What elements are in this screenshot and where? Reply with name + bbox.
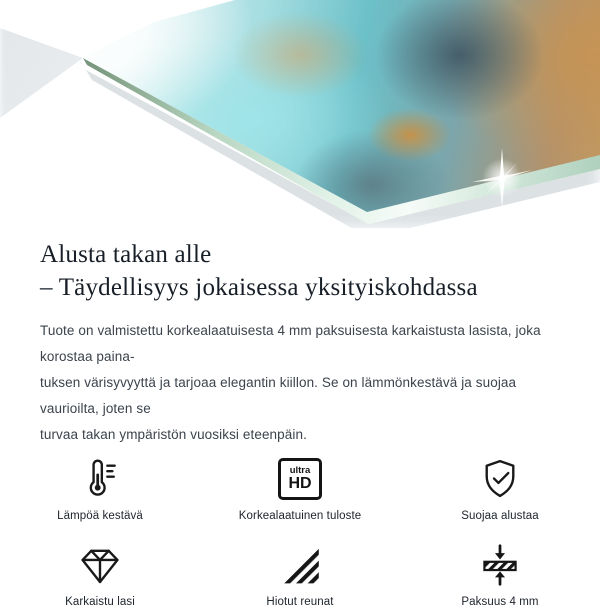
feature-label: Karkaistu lasi <box>65 596 135 608</box>
feature-label: Paksuus 4 mm <box>461 596 539 608</box>
feature-tempered-glass <box>0 542 200 612</box>
feature-thickness <box>400 542 600 612</box>
description-line: turvaa takan ympäristön vuosiksi eteenpäin. <box>40 427 307 442</box>
feature-label: Suojaa alustaa <box>461 510 539 522</box>
page-title-line1: Alusta takan alle <box>40 241 212 268</box>
thickness-icon <box>478 542 522 588</box>
page-title-line2: – Täydellisyys jokaisessa yksityiskohdassa <box>40 274 478 301</box>
description-line: tuksen värisyvyyttä ja tarjoaa elegantin kiillon. Se on lämmönkestävä ja suojaa vaurioilta, joten se <box>40 375 517 416</box>
ultra-hd-text-top: ultra <box>289 465 311 476</box>
page-title <box>40 238 560 304</box>
feature-protects-base <box>400 456 600 526</box>
feature-polished-edges <box>200 542 400 612</box>
shield-check-icon <box>478 456 522 502</box>
product-description <box>40 318 560 448</box>
feature-label: Hiotut reunat <box>266 596 334 608</box>
feature-label: Korkealaatuinen tuloste <box>238 510 362 522</box>
ultra-hd-text-bottom: HD <box>288 475 312 492</box>
ultra-hd-icon <box>278 456 322 502</box>
diamond-icon <box>77 542 123 588</box>
feature-ultra-hd-print <box>200 456 400 526</box>
hero-image <box>0 0 600 228</box>
feature-label: Lämpöä kestävä <box>57 510 143 522</box>
features-grid <box>0 456 600 612</box>
description-line: Tuote on valmistettu korkealaatuisesta 4 mm paksuisesta karkaistusta lasista, joka korostaa paina- <box>40 323 541 364</box>
thermometer-icon <box>78 456 122 502</box>
feature-heat-resistant <box>0 456 200 526</box>
polished-edges-icon <box>278 542 322 588</box>
